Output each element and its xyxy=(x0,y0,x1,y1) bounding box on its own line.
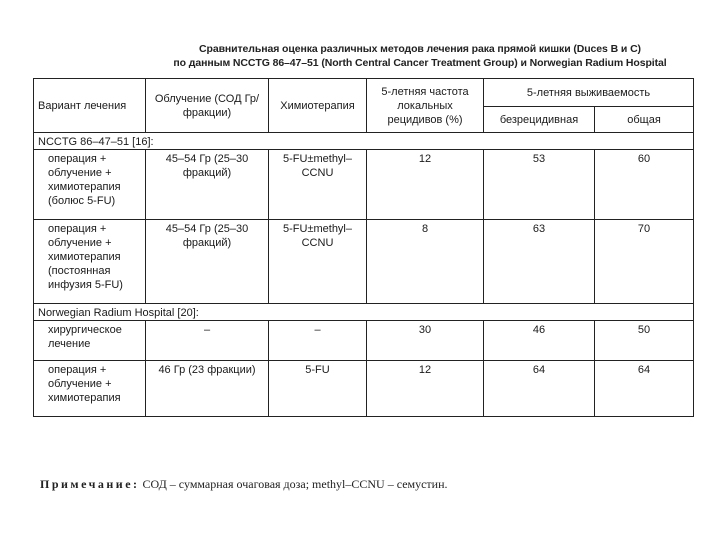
row-chemo: 5-FU xyxy=(269,361,367,417)
table-row xyxy=(34,361,694,417)
header-local-relapse: 5-летняя частота локальных рецидивов (%) xyxy=(367,79,484,133)
row-overall: 50 xyxy=(595,321,694,361)
row-relapse-free: 64 xyxy=(484,361,595,417)
row-overall: 60 xyxy=(595,150,694,220)
footnote-label: Примечание: xyxy=(40,477,140,491)
row-radiation: 45–54 Гр (25–30 фракций) xyxy=(146,150,269,220)
row-local-relapse: 12 xyxy=(367,150,484,220)
footnote-text: СОД – суммарная очаговая доза; methyl–CCNU – семустин. xyxy=(142,477,448,491)
row-radiation: 46 Гр (23 фракции) xyxy=(146,361,269,417)
row-local-relapse: 8 xyxy=(367,220,484,304)
table-row-group xyxy=(34,133,694,150)
row-chemo: 5-FU±methyl–CCNU xyxy=(269,150,367,220)
row-variant: операция + облучение + химиотерапия (постоянная инфузия 5-FU) xyxy=(34,220,146,304)
row-overall: 64 xyxy=(595,361,694,417)
row-local-relapse: 30 xyxy=(367,321,484,361)
row-variant: хирургическое лечение xyxy=(34,321,146,361)
row-radiation: – xyxy=(146,321,269,361)
header-radiation: Облучение (СОД Гр/фракции) xyxy=(146,79,269,133)
header-overall: общая xyxy=(595,107,694,133)
table-footnote xyxy=(40,477,700,492)
treatment-comparison-table xyxy=(33,78,694,417)
row-relapse-free: 63 xyxy=(484,220,595,304)
table-caption xyxy=(140,42,700,70)
table-row xyxy=(34,150,694,220)
row-local-relapse: 12 xyxy=(367,361,484,417)
row-radiation: 45–54 Гр (25–30 фракций) xyxy=(146,220,269,304)
header-chemo: Химиотерапия xyxy=(269,79,367,133)
header-survival: 5-летняя выживаемость xyxy=(484,79,694,107)
group-name-ncctg: NCCTG 86–47–51 [16]: xyxy=(34,133,694,150)
row-overall: 70 xyxy=(595,220,694,304)
row-chemo: 5-FU±methyl–CCNU xyxy=(269,220,367,304)
group-name-norwegian: Norwegian Radium Hospital [20]: xyxy=(34,304,694,321)
table-row-group xyxy=(34,304,694,321)
row-chemo: – xyxy=(269,321,367,361)
row-variant: операция + облучение + химиотерапия xyxy=(34,361,146,417)
caption-line-1: Сравнительная оценка различных методов лечения рака прямой кишки (Duces B и C) xyxy=(199,43,641,55)
row-relapse-free: 46 xyxy=(484,321,595,361)
table-row xyxy=(34,321,694,361)
table-row xyxy=(34,220,694,304)
header-relapse-free: безрецидивная xyxy=(484,107,595,133)
header-variant: Вариант лечения xyxy=(34,79,146,133)
row-variant: операция + облучение + химиотерапия (болюс 5-FU) xyxy=(34,150,146,220)
row-relapse-free: 53 xyxy=(484,150,595,220)
caption-line-2: по данным NCCTG 86–47–51 (North Central Cancer Treatment Group) и Norwegian Radium Hospital xyxy=(173,57,667,69)
